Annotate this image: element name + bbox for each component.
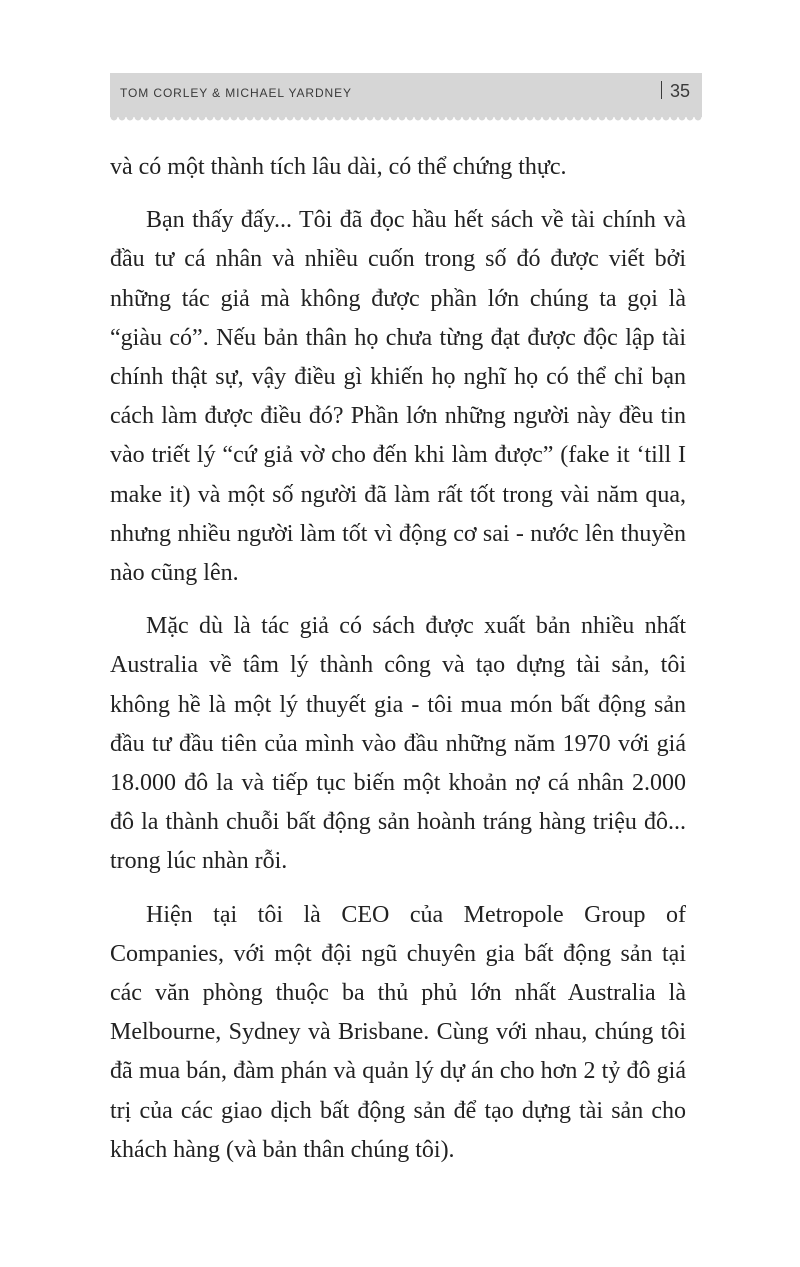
running-header bbox=[110, 73, 702, 117]
header-separator bbox=[661, 81, 662, 99]
paragraph: Bạn thấy đấy... Tôi đã đọc hầu hết sách về tài chính và đầu tư cá nhân và nhiều cuốn trong số đó được viết bởi những tác giả mà không được phần lớn chúng ta gọi là “giàu có”. Nếu bản thân họ chưa từng đạt được độc lập tài chính thật sự, vậy điều gì khiến họ nghĩ họ có thể chỉ bạn cách làm được điều đó? Phần lớn những người này đều tin vào triết lý “cứ giả vờ cho đến khi làm được” (fake it ‘till I make it) và một số người đã làm rất tốt trong vài năm qua, nhưng nhiều người làm tốt vì động cơ sai - nước lên thuyền nào cũng lên. bbox=[110, 207, 686, 587]
header-author: TOM CORLEY & MICHAEL YARDNEY bbox=[120, 86, 352, 100]
paragraph: Mặc dù là tác giả có sách được xuất bản nhiều nhất Australia về tâm lý thành công và tạo dựng tài sản, tôi không hề là một lý thuyết gia - tôi mua món bất động sản đầu tư đầu tiên của mình vào đầu những năm 1970 với giá 18.000 đô la và tiếp tục biến một khoản nợ cá nhân 2.000 đô la thành chuỗi bất động sản hoành tráng hàng triệu đô... trong lúc nhàn rỗi. bbox=[110, 613, 686, 875]
page-body bbox=[110, 148, 686, 1184]
paragraph: Hiện tại tôi là CEO của Metropole Group of Companies, với một đội ngũ chuyên gia bất động sản tại các văn phòng thuộc ba thủ phủ lớn nhất Australia là Melbourne, Sydney và Brisbane. Cùng với nhau, chúng tôi đã mua bán, đàm phán và quản lý dự án cho hơn 2 tỷ đô giá trị của các giao dịch bất động sản để tạo dựng tài sản cho khách hàng (và bản thân chúng tôi). bbox=[110, 901, 686, 1163]
page-number-value: 35 bbox=[669, 81, 690, 101]
paragraph-continuation: và có một thành tích lâu dài, có thể chứng thực. bbox=[110, 154, 567, 180]
page-number bbox=[661, 81, 690, 102]
